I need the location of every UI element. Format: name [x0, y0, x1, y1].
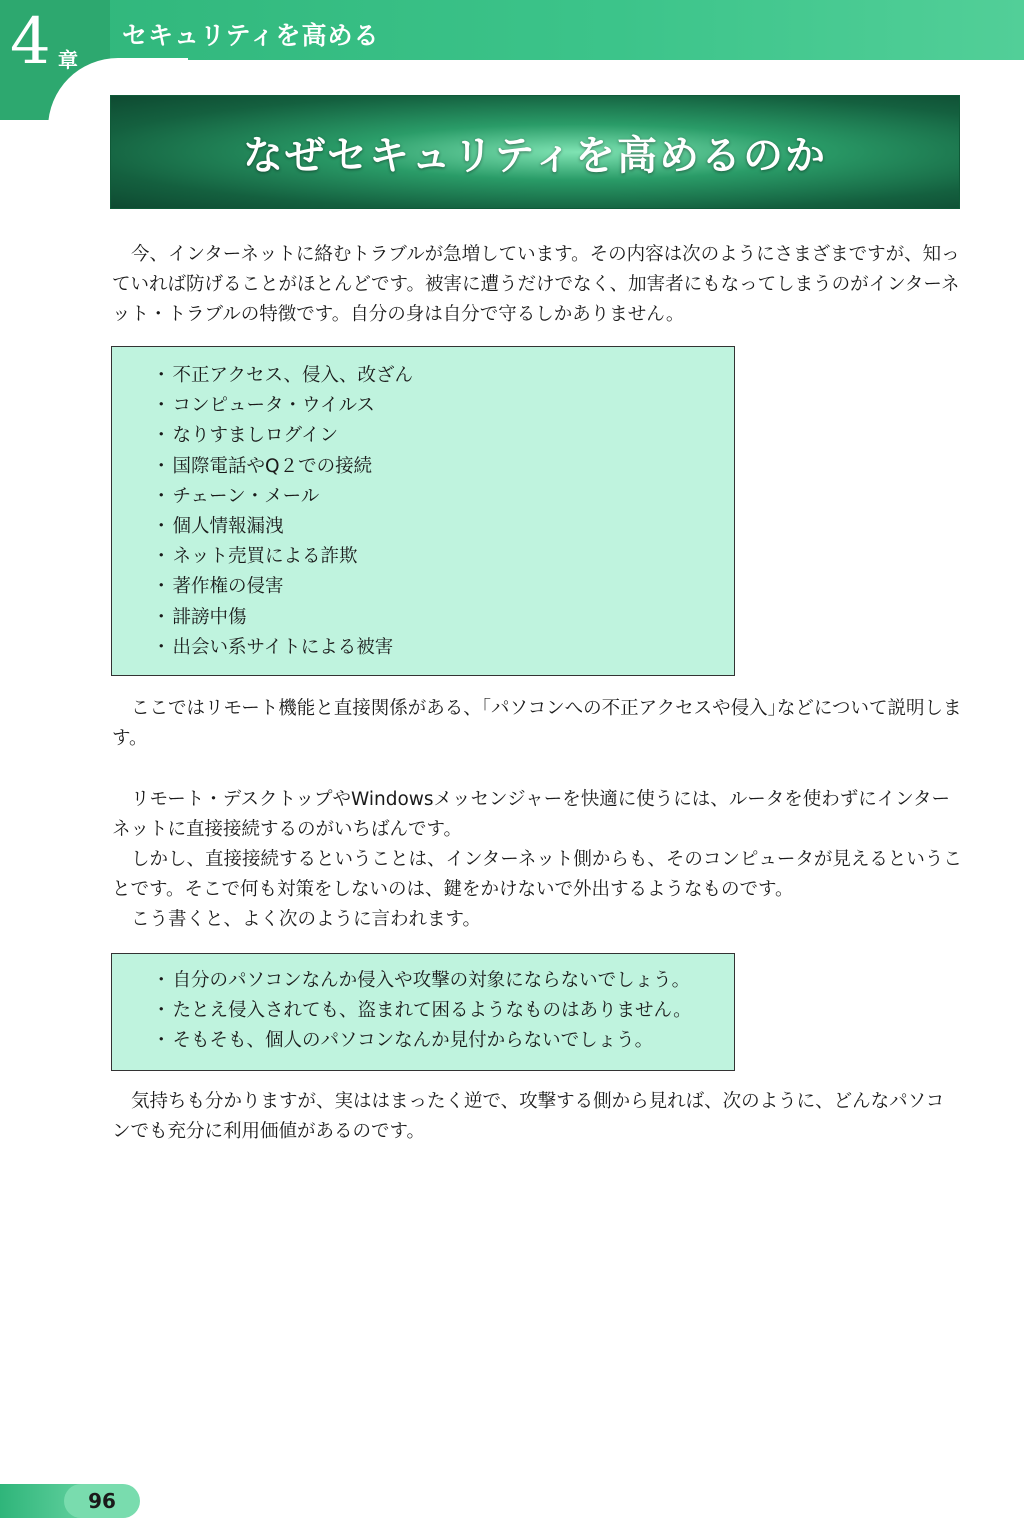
section-title-banner: [111, 96, 959, 208]
list-item: ・ 誹謗中傷: [126, 603, 734, 633]
page-number: 96: [64, 1484, 140, 1518]
explain-paragraph: ここではリモート機能と直接関係がある、｢パソコンへの不正アクセスや侵入｣などについて説明します。: [112, 698, 962, 749]
list-item: ・ そもそも、個人のパソコンなんか見付からないでしょう。: [126, 1026, 734, 1056]
excuse-list: [126, 966, 734, 1057]
list-item: ・ 自分のパソコンなんか侵入や攻撃の対象にならないでしょう。: [126, 966, 734, 996]
however-paragraph: しかし、直接接続するということは、インターネット側からも、そのコンピュータが見えるということです。そこで何も対策をしないのは、鍵をかけないで外出するようなものです。: [112, 849, 962, 900]
list-item: ・ 不正アクセス、侵入、改ざん: [126, 361, 734, 391]
trouble-list: [126, 361, 734, 663]
remote-paragraph: リモート・デスクトップやWindowsメッセンジャーを快適に使うには、ルータを使わずにインターネットに直接接続するのがいちばんです。: [112, 789, 950, 840]
trouble-list-box: [111, 346, 735, 676]
list-item: ・ ネット売買による詐欺: [126, 542, 734, 572]
list-item: ・ 出会い系サイトによる被害: [126, 633, 734, 663]
list-item: ・ コンピュータ・ウイルス: [126, 391, 734, 421]
chapter-suffix: 章: [58, 48, 78, 72]
excuse-list-box: [111, 953, 735, 1071]
list-item: ・ たとえ侵入されても、盗まれて困るようなものはありません。: [126, 996, 734, 1026]
list-item: ・ 著作権の侵害: [126, 572, 734, 602]
conclusion-paragraph: 気持ちも分かりますが、実ははまったく逆で、攻撃する側から見れば、次のように、どんなパソコンでも充分に利用価値があるのです。: [112, 1091, 945, 1142]
list-item: ・ 個人情報漏洩: [126, 512, 734, 542]
say-paragraph: こう書くと、よく次のように言われます。: [131, 909, 482, 930]
chapter-number: 4: [10, 5, 51, 79]
list-item: ・ チェーン・メール: [126, 482, 734, 512]
list-item: ・ なりすましログイン: [126, 421, 734, 451]
list-item: ・ 国際電話やQ２での接続: [126, 452, 734, 482]
intro-paragraph: 今、インターネットに絡むトラブルが急増しています。その内容は次のようにさまざまですが、知っていれば防げることがほとんどです。被害に遭うだけでなく、加害者にもなってしまうのがインターネット・トラブルの特徴です。自分の身は自分で守るしかありません。: [112, 244, 960, 325]
running-title: セキュリティを高める: [122, 21, 380, 50]
section-title: なぜセキュリティを高めるのか: [243, 132, 827, 179]
